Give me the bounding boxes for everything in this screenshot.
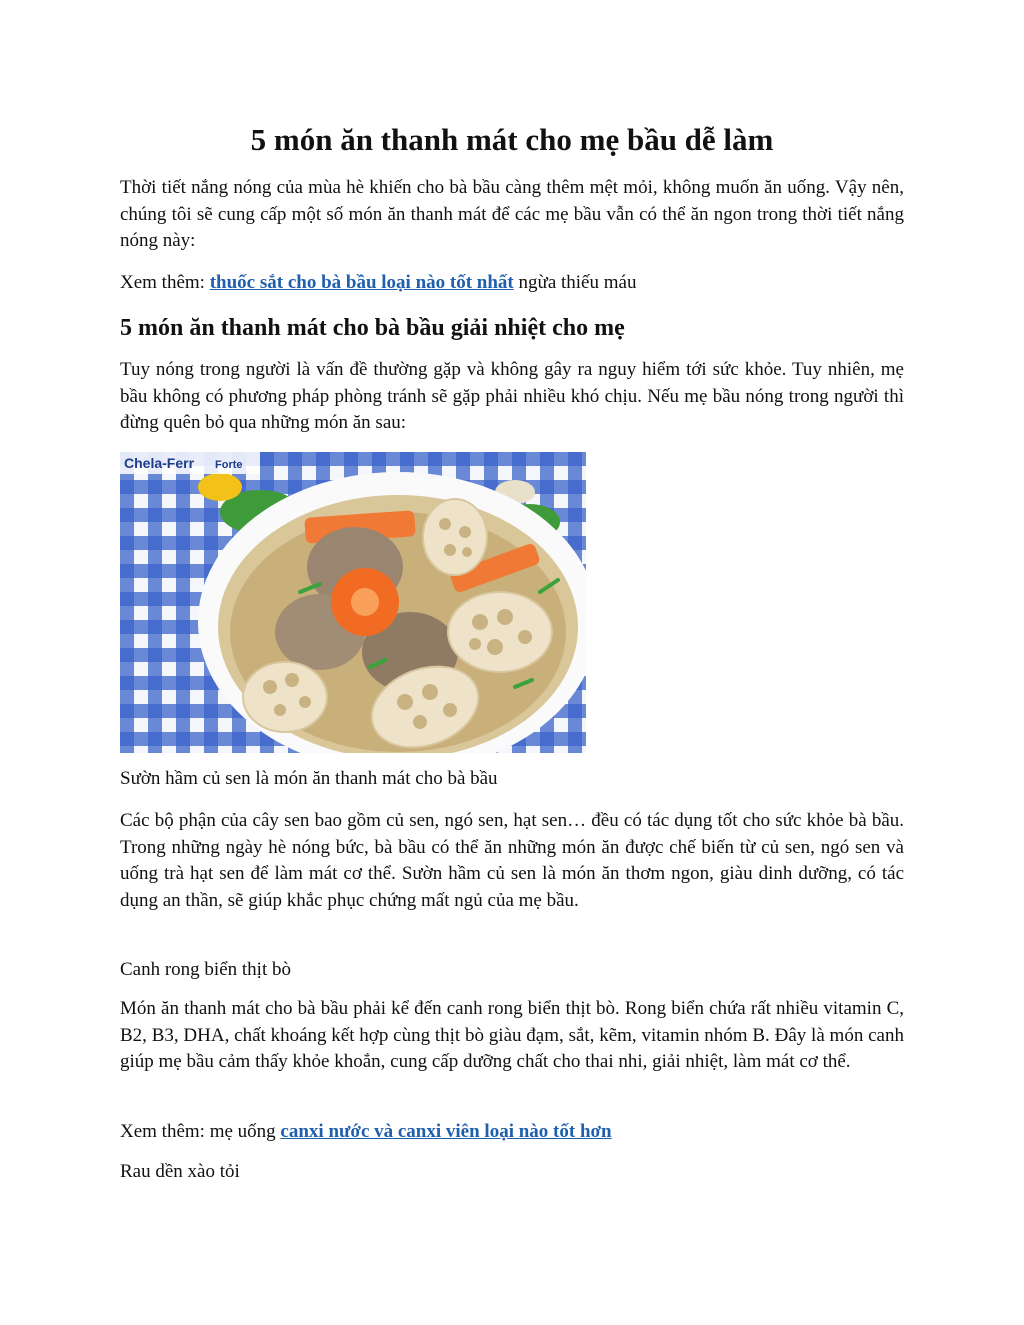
brand-logo-main: Chela-Ferr (124, 455, 195, 471)
iron-supplement-link[interactable]: thuốc sắt cho bà bầu loại nào tốt nhất (209, 272, 514, 293)
page-title: 5 món ăn thanh mát cho mẹ bầu dễ làm (250, 122, 774, 157)
section-heading: 5 món ăn thanh mát cho bà bầu giải nhiệt cho mẹ (120, 315, 625, 341)
lotus-paragraph: Các bộ phận của cây sen bao gồm củ sen, ngó sen, hạt sen… đều có tác dụng tốt cho sức khỏe bà bầu. Trong những ngày hè nóng bức, bà bầu có thể ăn những món ăn được chế biến từ củ sen, ngó sen và uống trà hạt sen để làm mát cơ thể. Sườn hầm củ sen là món ăn thơm ngon, giàu dinh dưỡng, có tác dụng an thần, sẽ giúp khắc phục chứng mất ngủ của mẹ bầu. (120, 810, 904, 911)
see-also-2-prefix: Xem thêm: mẹ uống (120, 1121, 281, 1142)
calcium-comparison-link[interactable]: canxi nước và canxi viên loại nào tốt hơn (280, 1121, 612, 1142)
intro-paragraph: Thời tiết nắng nóng của mùa hè khiến cho bà bầu càng thêm mệt mỏi, không muốn ăn uống. Vậy nên, chúng tôi sẽ cung cấp một số món ăn thanh mát để các mẹ bầu vẫn có thể ăn ngon trong thời tiết nắng nóng này: (120, 177, 904, 251)
dish3-title: Rau dền xào tỏi (120, 1161, 240, 1182)
see-also-1 (120, 270, 636, 296)
section-intro-paragraph: Tuy nóng trong người là vấn đề thường gặp và không gây ra nguy hiểm tới sức khỏe. Tuy nhiên, mẹ bầu không có phương pháp phòng tránh sẽ gặp phải nhiều khó chịu. Nếu mẹ bầu nóng trong người thì đừng quên bỏ qua những món ăn sau: (120, 359, 904, 433)
lotus-soup-photo (120, 452, 586, 753)
brand-logo-sub: Forte (215, 459, 243, 471)
dish2-paragraph: Món ăn thanh mát cho bà bầu phải kể đến canh rong biển thịt bò. Rong biển chứa rất nhiều vitamin C, B2, B3, DHA, chất khoáng kết hợp cùng thịt bò giàu đạm, sắt, kẽm, vitamin nhóm B. Đây là món canh giúp mẹ bầu cảm thấy khỏe khoắn, cung cấp dưỡng chất cho thai nhi, giải nhiệt, làm mát cơ thể. (120, 998, 904, 1072)
photo-caption: Sườn hầm củ sen là món ăn thanh mát cho bà bầu (120, 768, 498, 789)
see-also-1-prefix: Xem thêm: (120, 272, 210, 293)
see-also-1-suffix: ngừa thiếu máu (513, 272, 637, 293)
dish2-title: Canh rong biển thịt bò (120, 959, 291, 980)
see-also-2 (120, 1119, 612, 1145)
lotus-soup-illustration (120, 452, 586, 753)
